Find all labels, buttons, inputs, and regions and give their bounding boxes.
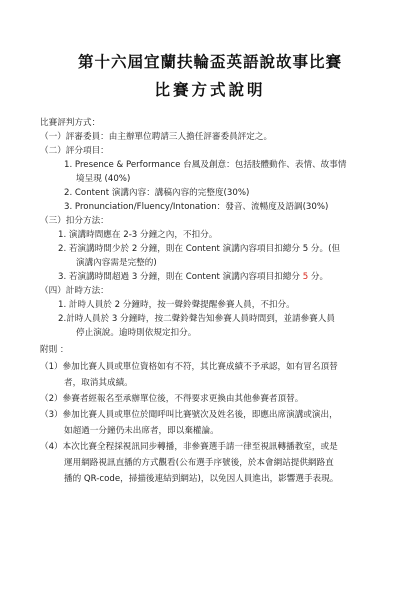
deduction-3-unit: 分。 — [310, 272, 329, 282]
deduction-1: 1. 演講時間應在 2-3 分鐘之內，不扣分。 — [58, 230, 218, 240]
note-3: （3）參加比賽人員或單位於聞呼叫比賽號次及姓名後，即應出席演講或演出， — [40, 410, 338, 420]
notes-title: 附則 ： — [40, 345, 69, 355]
note-2: （2）參賽者經報名至承辦單位後，不得要求更換由其他參賽者頂替。 — [40, 394, 304, 404]
deduction-3-number: 5 — [302, 272, 309, 282]
note-4-cont-2: 播的 QR-code，掃描後連結到網站)，以免因人員進出，影響選手表現。 — [64, 474, 339, 484]
deduction-2-cont: 演講內容需是完整的) — [76, 258, 157, 268]
scoring-items-title: （二）評分項目： — [40, 146, 109, 156]
scoring-item-2: 2. Content 演講內容：講稿內容的完整度(30%) — [64, 188, 250, 198]
timing-2: 2.計時人員於 3 分鐘時，按二聲鈴聲告知參賽人員時間到，並請參賽人員 — [58, 314, 335, 324]
deduction-title: （三）扣分方法： — [40, 216, 109, 226]
note-3-cont: 如超過一分鐘仍未出席者，即以棄權論。 — [64, 426, 219, 436]
note-4-cont-1: 運用網路視訊直播的方式觀看(公布選手序號後，於本會網站提供網路直 — [64, 458, 334, 468]
deduction-2: 2. 若演講時間少於 2 分鐘，則在 Content 演講內容項目扣總分 5 分。(但 — [58, 244, 341, 254]
timing-2-cont: 停止演說。逾時則依規定扣分。 — [76, 328, 197, 338]
note-4: （4）本次比賽全程採視訊同步轉播，非參賽選手請一律至視訊轉播教室，或是 — [40, 442, 338, 452]
note-1-cont: 者，取消其成績。 — [64, 378, 133, 388]
page-subtitle: 比賽方式說明 — [154, 81, 266, 99]
scoring-item-1: 1. Presence & Performance 台風及創意：包括肢體動作、表情、故事情 — [64, 160, 347, 170]
rules-heading: 比賽評判方式： — [40, 118, 101, 128]
timing-title: （四）計時方法： — [40, 286, 109, 296]
deduction-3-text: 3. 若演講時間超過 3 分鐘，則在 Content 演講內容項目扣總分 — [58, 272, 300, 282]
scoring-item-3: 3. Pronunciation/Fluency/Intonation：發音、流暢度及語調(30%) — [64, 202, 329, 212]
timing-1: 1. 計時人員於 2 分鐘時，按一聲鈴聲提醒參賽人員，不扣分。 — [58, 300, 295, 310]
judges-line: （一）評審委員：由主辦單位聘請三人擔任評審委員評定之。 — [40, 132, 273, 142]
deduction-3 — [58, 271, 328, 283]
note-1: （1）參加比賽人員或單位資格如有不符，其比賽成績不予承認，如有冒名頂替 — [40, 362, 338, 372]
page-title: 第十六屆宜蘭扶輪盃英語說故事比賽 — [77, 53, 342, 71]
scoring-item-1-cont: 境呈現 (40%) — [76, 174, 131, 184]
